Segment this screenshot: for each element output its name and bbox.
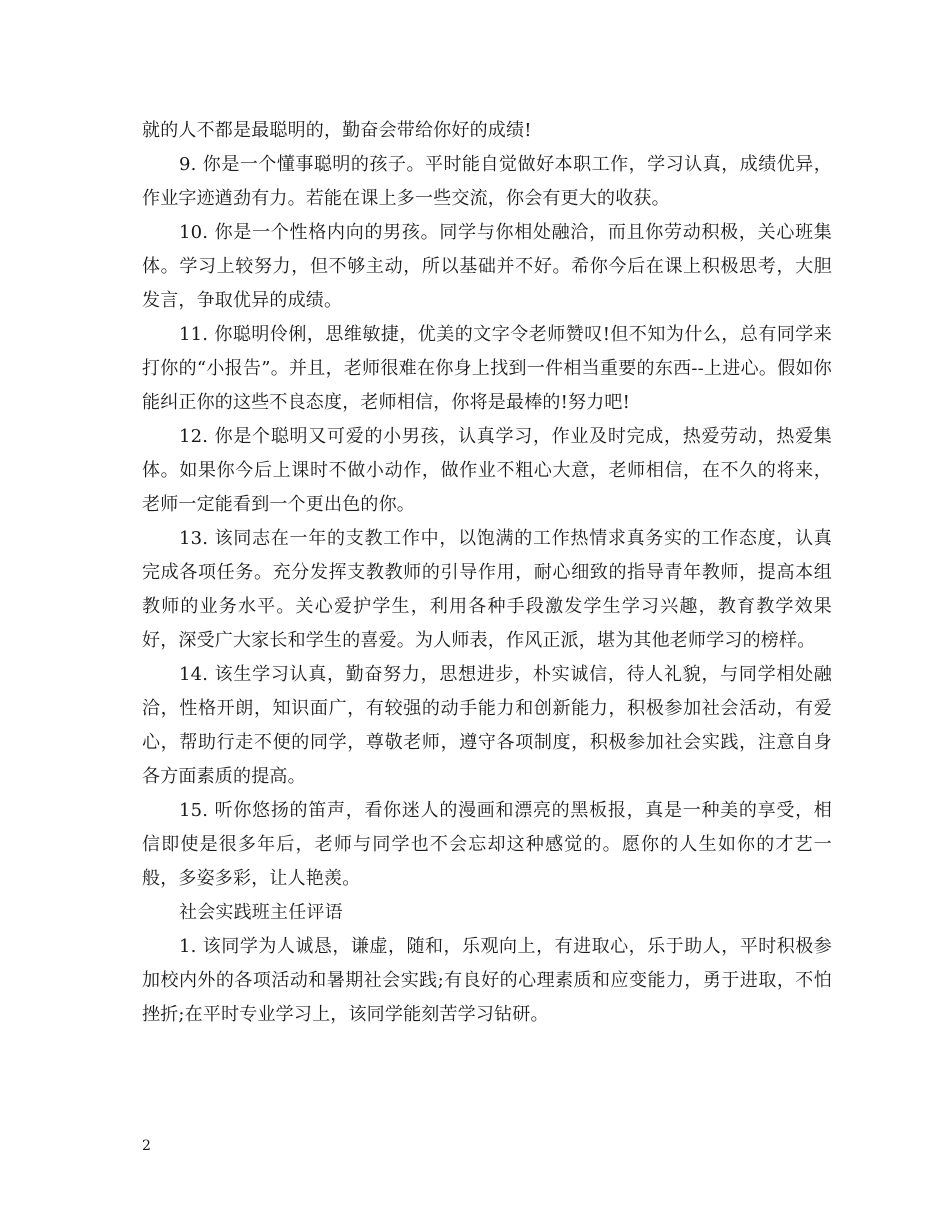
comment-item-11: 11. 你聪明伶俐，思维敏捷，优美的文字令老师赞叹!但不知为什么，总有同学来打你的“小报告”。并且，老师很难在你身上找到一件相当重要的东西--上进心。假如你能纠正你的这些不良态度，老师相信，你将是最棒的!努力吧! bbox=[142, 324, 832, 413]
continuation-paragraph: 就的人不都是最聪明的，勤奋会带给你好的成绩! bbox=[142, 120, 532, 141]
comment-item-13: 13. 该同志在一年的支教工作中，以饱满的工作热情求真务实的工作态度，认真完成各项任务。充分发挥支教教师的引导作用，耐心细致的指导青年教师，提高本组教师的业务水平。关心爱护学生，利用各种手段激发学生学习兴趣，教育教学效果好，深受广大家长和学生的喜爱。为人师表，作风正派，堪为其他老师学习的榜样。 bbox=[142, 528, 832, 651]
section-heading: 社会实践班主任评语 bbox=[179, 902, 343, 923]
comment-item-10: 10. 你是一个性格内向的男孩。同学与你相处融洽，而且你劳动积极，关心班集体。学习上较努力，但不够主动，所以基础并不好。希你今后在课上积极思考，大胆发言，争取优异的成绩。 bbox=[142, 222, 832, 311]
comment-item-15: 15. 听你悠扬的笛声，看你迷人的漫画和漂亮的黑板报，真是一种美的享受，相信即使是很多年后，老师与同学也不会忘却这种感觉的。愿你的人生如你的才艺一般，多姿多彩，让人艳羡。 bbox=[142, 800, 832, 889]
comment-item-12: 12. 你是个聪明又可爱的小男孩，认真学习，作业及时完成，热爱劳动，热爱集体。如果你今后上课时不做小动作，做作业不粗心大意，老师相信，在不久的将来，老师一定能看到一个更出色的你。 bbox=[142, 426, 832, 515]
section-item-1: 1. 该同学为人诚恳，谦虚，随和，乐观向上，有进取心，乐于助人，平时积极参加校内外的各项活动和暑期社会实践;有良好的心理素质和应变能力，勇于进取，不怕挫折;在平时专业学习上，该同学能刻苦学习钻研。 bbox=[142, 936, 832, 1025]
page-number: 2 bbox=[142, 1138, 151, 1154]
comment-item-14: 14. 该生学习认真，勤奋努力，思想进步，朴实诚信，待人礼貌，与同学相处融洽，性格开朗，知识面广，有较强的动手能力和创新能力，积极参加社会活动，有爱心，帮助行走不便的同学，尊敬老师，遵守各项制度，积极参加社会实践，注意自身各方面素质的提高。 bbox=[142, 664, 832, 787]
document-body bbox=[142, 114, 832, 1032]
comment-item-9: 9. 你是一个懂事聪明的孩子。平时能自觉做好本职工作，学习认真，成绩优异，作业字迹遒劲有力。若能在课上多一些交流，你会有更大的收获。 bbox=[142, 154, 832, 209]
